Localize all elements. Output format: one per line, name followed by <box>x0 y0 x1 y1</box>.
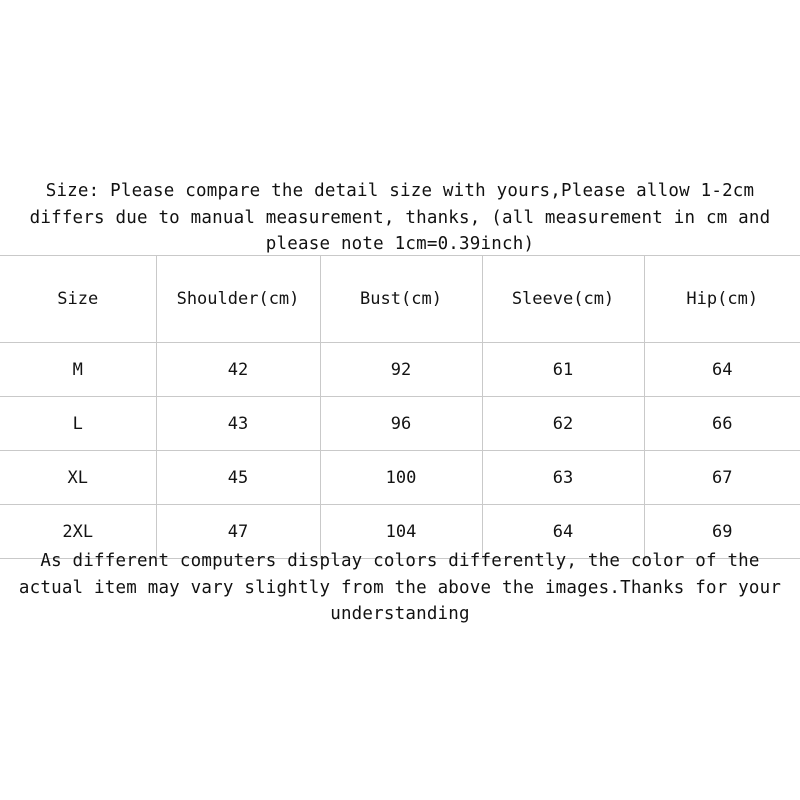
cell-hip: 69 <box>644 505 800 559</box>
cell-hip: 64 <box>644 343 800 397</box>
cell-hip: 66 <box>644 397 800 451</box>
column-header-hip: Hip(cm) <box>644 256 800 343</box>
cell-shoulder: 43 <box>156 397 320 451</box>
table-body <box>0 343 800 559</box>
table-row <box>0 451 800 505</box>
cell-size: M <box>0 343 156 397</box>
table-row <box>0 397 800 451</box>
cell-size: L <box>0 397 156 451</box>
cell-shoulder: 47 <box>156 505 320 559</box>
column-header-bust: Bust(cm) <box>320 256 482 343</box>
cell-sleeve: 61 <box>482 343 644 397</box>
cell-sleeve: 64 <box>482 505 644 559</box>
column-header-size: Size <box>0 256 156 343</box>
cell-sleeve: 62 <box>482 397 644 451</box>
cell-hip: 67 <box>644 451 800 505</box>
table-header-row <box>0 256 800 343</box>
measurement-disclaimer-text: Size: Please compare the detail size with yours,Please allow 1-2cm differs due to manual measurement, thanks, (all measurement in cm and please note 1cm=0.39inch) <box>29 181 771 255</box>
column-header-shoulder: Shoulder(cm) <box>156 256 320 343</box>
cell-bust: 104 <box>320 505 482 559</box>
cell-bust: 96 <box>320 397 482 451</box>
cell-shoulder: 42 <box>156 343 320 397</box>
cell-sleeve: 63 <box>482 451 644 505</box>
color-disclaimer-text: As different computers display colors differently, the color of the actual item may vary slightly from the above the images.Thanks for your understanding <box>18 551 782 625</box>
cell-shoulder: 45 <box>156 451 320 505</box>
table-header <box>0 256 800 343</box>
cell-bust: 100 <box>320 451 482 505</box>
cell-bust: 92 <box>320 343 482 397</box>
column-header-sleeve: Sleeve(cm) <box>482 256 644 343</box>
cell-size: 2XL <box>0 505 156 559</box>
size-chart-table <box>0 255 800 559</box>
table-row <box>0 343 800 397</box>
cell-size: XL <box>0 451 156 505</box>
